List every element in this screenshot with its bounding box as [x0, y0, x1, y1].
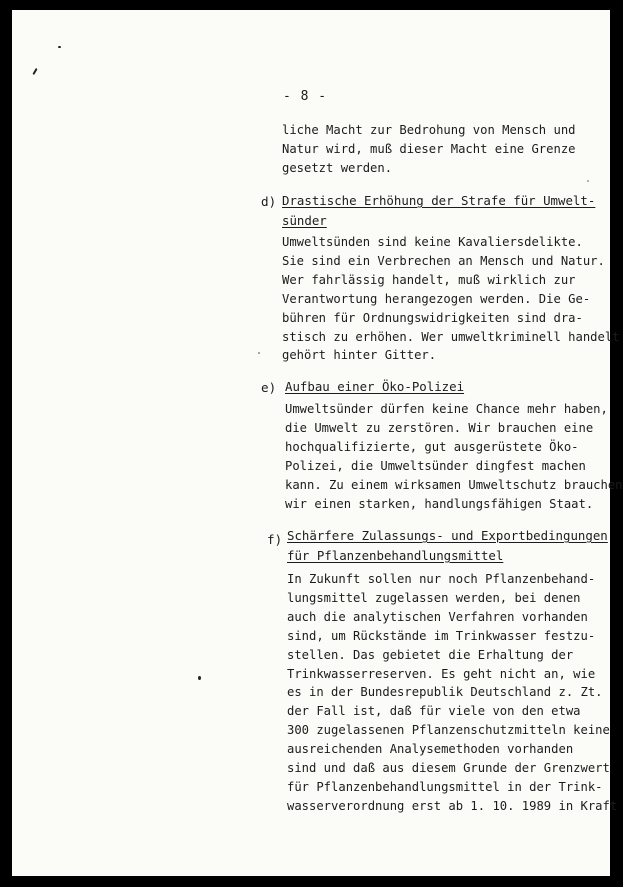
body-line: sind und daß aus diesem Grunde der Grenzwert [287, 761, 610, 776]
body-line: Wer fahrlässig handelt, muß wirklich zur [282, 272, 576, 287]
heading-line: für Pflanzenbehandlungsmittel [287, 547, 504, 563]
body-line: stisch zu erhöhen. Wer umweltkriminell handelt [282, 329, 620, 344]
heading-line: sünder [282, 212, 327, 228]
body-line: Sie sind ein Verbrechen an Mensch und Natur. [282, 253, 605, 268]
body-line: bühren für Ordnungswidrigkeiten sind dra- [282, 310, 583, 325]
heading-line: Drastische Erhöhung der Strafe für Umwelt- [282, 193, 596, 208]
body-line: 300 zugelassenen Pflanzenschutzmitteln keine [287, 723, 610, 738]
section-marker-f: f) [267, 532, 283, 547]
section-marker-d: d) [261, 194, 277, 209]
section-body-d [282, 233, 620, 365]
body-line: Umweltsünder dürfen keine Chance mehr haben, [285, 402, 608, 416]
heading-line: Schärfere Zulassungs- und Exportbedingungen [287, 528, 608, 543]
body-line: der Fall ist, daß für viele von den etwa [287, 704, 581, 719]
intro-paragraph [282, 121, 576, 178]
scan-speck [32, 68, 37, 75]
body-line: In Zukunft sollen nur noch Pflanzenbehand- [287, 572, 596, 586]
section-heading-e [285, 377, 464, 397]
intro-line: gesetzt werden. [282, 160, 393, 175]
scan-speck [587, 180, 589, 182]
body-line: es in der Bundesrepublik Deutschland z. Zt. [287, 685, 603, 700]
body-line: für Pflanzenbehandlungsmittel in der Trink- [287, 779, 603, 794]
intro-line: Natur wird, muß dieser Macht eine Grenze [282, 141, 576, 156]
scan-speck [258, 352, 260, 354]
document-page [12, 10, 623, 876]
body-line: gehört hinter Gitter. [282, 348, 437, 363]
body-line: wasserverordnung erst ab 1. 10. 1989 in Kraft [287, 798, 618, 813]
body-line: Polizei, die Umweltsünder dingfest machen [285, 458, 586, 473]
body-line: ausreichenden Analysemethoden vorhanden [287, 742, 574, 757]
section-heading-f [287, 526, 608, 566]
body-line: wir einen starken, handlungsfähigen Staat. [285, 496, 594, 511]
scan-speck [198, 676, 201, 680]
intro-line: liche Macht zur Bedrohung von Mensch und [282, 123, 576, 137]
section-marker-e: e) [261, 380, 277, 395]
body-line: lungsmittel zugelassen werden, bei denen [287, 590, 581, 605]
body-line: sind, um Rückstände im Trinkwasser festzu- [287, 628, 596, 643]
section-body-f [287, 570, 617, 816]
scan-speck [58, 46, 61, 48]
body-line: Umweltsünden sind keine Kavaliersdelikte. [282, 235, 583, 249]
section-heading-d [282, 191, 595, 231]
body-line: die Umwelt zu zerstören. Wir brauchen eine [285, 420, 594, 435]
body-line: Trinkwasserreserven. Es geht nicht an, wie [287, 666, 596, 681]
section-body-e [285, 400, 623, 513]
body-line: stellen. Das gebietet die Erhaltung der [287, 647, 574, 662]
body-line: hochqualifizierte, gut ausgerüstete Öko- [285, 439, 579, 454]
body-line: kann. Zu einem wirksamen Umweltschutz brauchen [285, 477, 623, 492]
body-line: auch die analytischen Verfahren vorhanden [287, 609, 588, 624]
heading-line: Aufbau einer Öko-Polizei [285, 379, 465, 394]
page-number: - 8 - [283, 89, 328, 104]
body-line: Verantwortung herangezogen werden. Die Ge- [282, 291, 591, 306]
